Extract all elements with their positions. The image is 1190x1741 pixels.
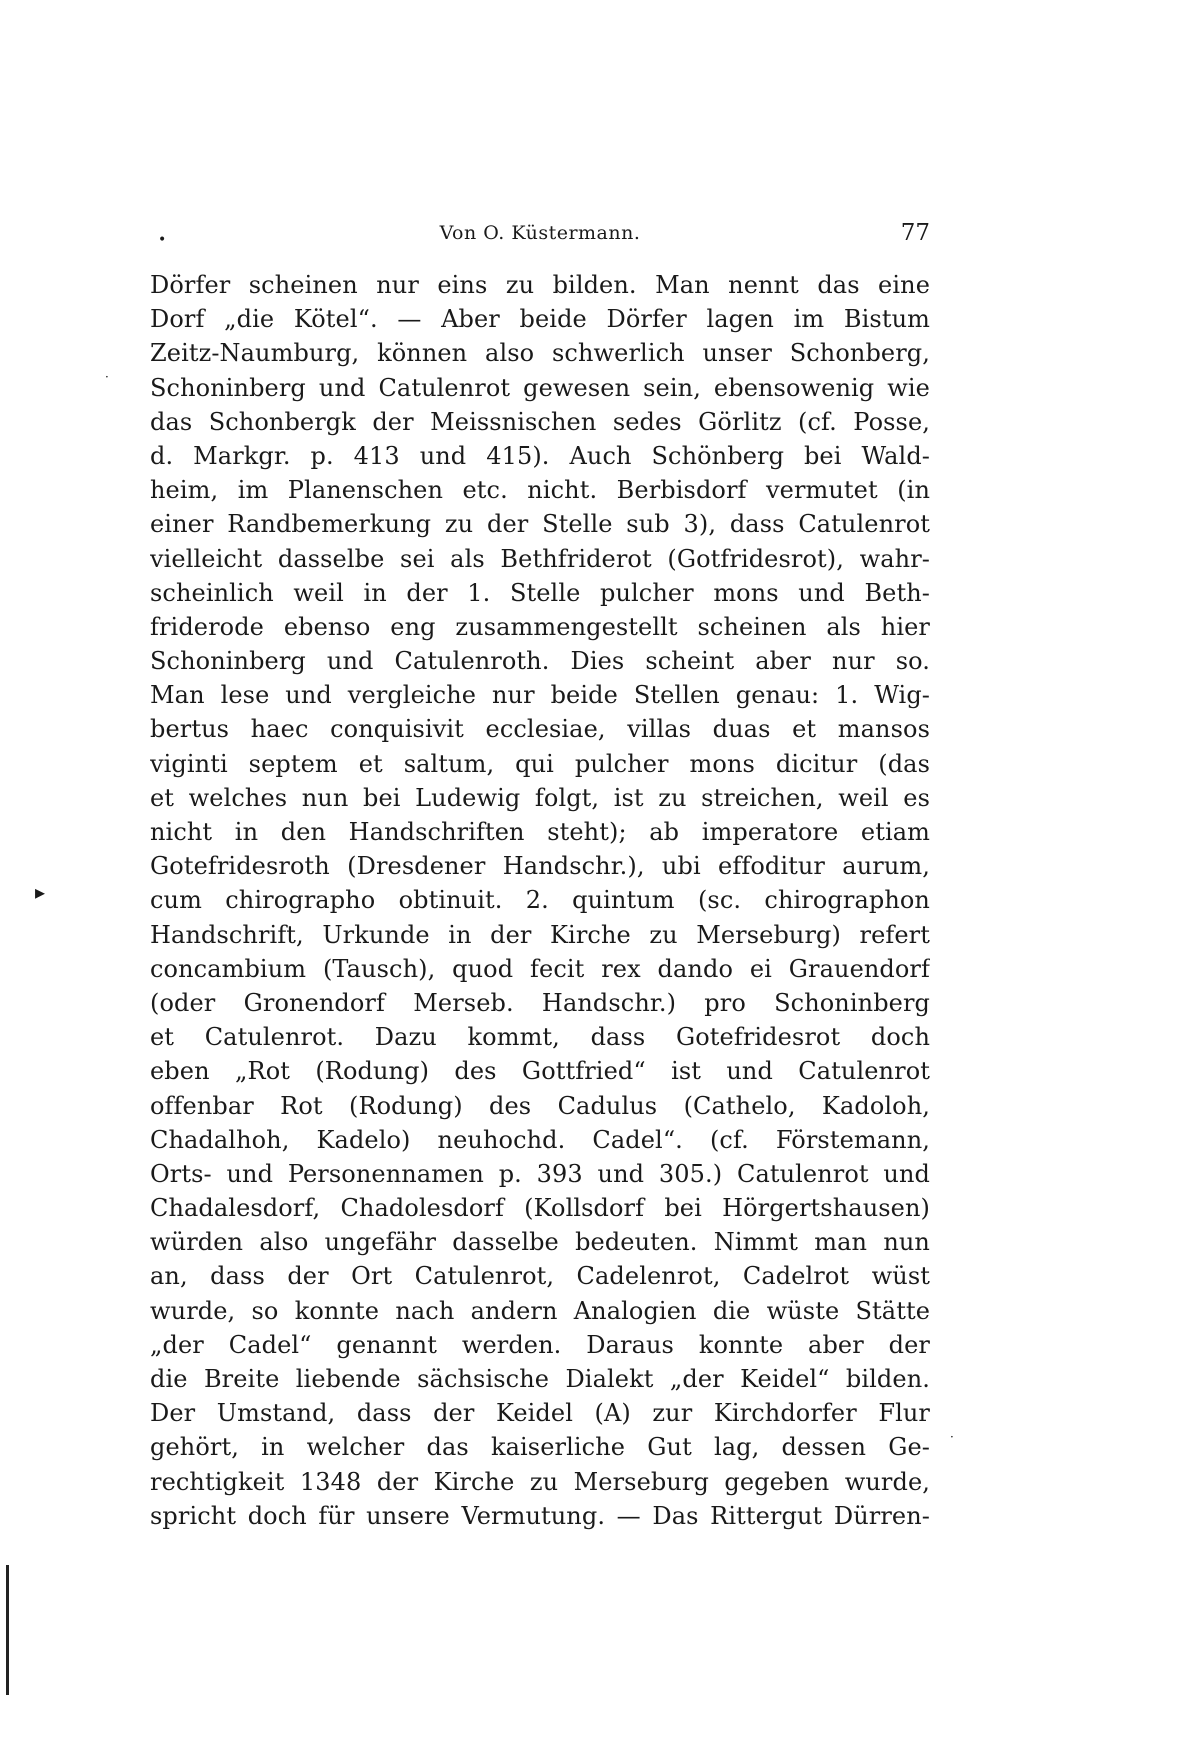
text-line: concambium (Tausch), quod fecit rex dando ei Grauendorf [150,954,930,983]
text-line: vielleicht dasselbe sei als Bethfriderot (Gotfridesrot), wahr- [150,544,930,573]
text-line: „der Cadel“ genannt werden. Daraus konnte aber der [150,1330,930,1359]
text-line: Dörfer scheinen nur eins zu bilden. Man nennt das eine [150,271,930,299]
text-line: Schoninberg und Catulenroth. Dies scheint aber nur so. [150,647,930,676]
text-line: Zeitz-Naumburg, können also schwerlich unser Schonberg, [150,339,930,368]
text-line: würden also ungefähr dasselbe bedeuten. Nimmt man nun [150,1228,930,1257]
text-line: Schoninberg und Catulenrot gewesen sein, ebensowenig wie [150,373,930,402]
text-line: d. Markgr. p. 413 und 415). Auch Schönberg bei Wald- [150,441,930,470]
text-line: Gotefridesroth (Dresdener Handschr.), ubi effoditur aurum, [150,852,930,881]
text-line: viginti septem et saltum, qui pulcher mons dicitur (das [150,749,930,778]
text-line: die Breite liebende sächsische Dialekt „der Keidel“ bilden. [150,1365,930,1393]
text-line: wurde, so konnte nach andern Analogien die wüste Stätte [150,1296,930,1325]
text-line: offenbar Rot (Rodung) des Cadulus (Cathelo, Kadoloh, [150,1091,930,1120]
header-mark: • [158,232,167,248]
text-line: rechtigkeit 1348 der Kirche zu Merseburg gegeben wurde, [150,1467,930,1496]
text-line: das Schonbergk der Meissnischen sedes Görlitz (cf. Posse, [150,407,930,436]
text-line: heim, im Planenschen etc. nicht. Berbisdorf vermutet (in [150,476,930,505]
text-line: Dorf „die Kötel“. — Aber beide Dörfer lagen im Bistum [150,305,930,334]
text-line: Orts- und Personennamen p. 393 und 305.) Catulenrot und [150,1159,930,1188]
text-line: friderode ebenso eng zusammengestellt scheinen als hier [150,612,930,641]
text-line: Chadalhoh, Kadelo) neuhochd. Cadel“. (cf. Förstemann, [150,1125,930,1154]
page-number: 77 [900,220,930,246]
margin-marker: ▸ [35,880,46,904]
text-line: nicht in den Handschriften steht); ab imperatore etiam [150,818,930,846]
running-title: Von O. Küstermann. [439,222,641,244]
text-line: an, dass der Ort Catulenrot, Cadelenrot, Cadelrot wüst [150,1262,930,1291]
text-line: (oder Gronendorf Merseb. Handschr.) pro Schoninberg [150,988,930,1017]
text-line: cum chirographo obtinuit. 2. quintum (sc. chirographon [150,886,930,915]
text-line: Chadalesdorf, Chadolesdorf (Kollsdorf bei Hörgertshausen) [150,1194,930,1223]
text-line: et welches nun bei Ludewig folgt, ist zu streichen, weil es [150,783,930,812]
text-line: bertus haec conquisivit ecclesiae, villas duas et mansos [150,715,930,744]
page-edge-rule [6,1565,9,1695]
margin-dot: · [950,1430,954,1444]
text-line: gehört, in welcher das kaiserliche Gut lag, dessen Ge- [150,1433,930,1462]
margin-dot: · [105,370,109,384]
running-header [150,220,930,256]
text-line: spricht doch für unsere Vermutung. — Das Rittergut Dürren- [150,1501,930,1530]
text-line: Der Umstand, dass der Keidel (A) zur Kirchdorfer Flur [150,1399,930,1428]
text-line: et Catulenrot. Dazu kommt, dass Gotefridesrot doch [150,1023,930,1052]
body-text [150,268,930,1533]
text-line: eben „Rot (Rodung) des Gottfried“ ist und Catulenrot [150,1057,930,1086]
text-line: scheinlich weil in der 1. Stelle pulcher mons und Beth- [150,578,930,607]
text-line: einer Randbemerkung zu der Stelle sub 3), dass Catulenrot [150,510,930,539]
text-line: Man lese und vergleiche nur beide Stellen genau: 1. Wig- [150,681,930,710]
text-line: Handschrift, Urkunde in der Kirche zu Merseburg) refert [150,920,930,949]
